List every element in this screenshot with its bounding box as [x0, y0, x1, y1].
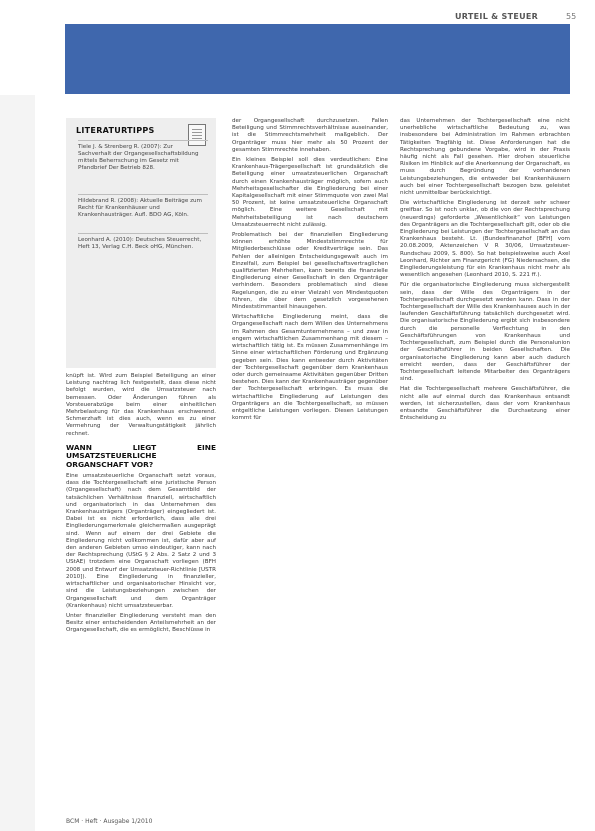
page-footer: BCM · Heft · Ausgabe 1/2010	[66, 818, 153, 825]
page-number: 55	[566, 12, 577, 21]
paragraph: Wirtschaftliche Eingliederung meint, dass die Organgesellschaft nach dem Willen des Unternehmens im Rahmen des Gesamtunternehmens – und zwar in engem wirtschaftlichen Zusammenhang mit diesem – wirtschaftlich tätig ist. Es müssen Zusammenhänge im Sinne einer wirtschaftlichen Förderung und Ergänzung gegeben sein. Dies kann entweder durch Aktivitäten der Tochtergesellschaft gegenüber dem Krankenhaus oder durch gemeinsame Aktivitäten gegenüber Dritten bestehen. Dies kann der Krankenhausträger gegenüber der Tochtergesellschaft erbringen. Es muss die wirtschaftliche Eingliederung auf Leistungen des Organträgers an die Tochtergesellschaft, so müssen entgeltliche Leistungen vorliegen. Diesen Leistungen kommt für	[232, 314, 388, 422]
paragraph: Für die organisatorische Eingliederung muss sichergestellt sein, dass der Wille des Organträgers in der Tochtergesellschaft durchgesetzt werden kann. Dass in der Tochtergesellschaft der Wille des Krankenhauses auch in der laufenden Geschäftsführung tatsächlich durchgesetzt wird. Die organisatorische Eingliederung ergibt sich insbesondere durch die personelle Verflechtung in den Geschäftsführungen von Krankenhaus und Tochtergesellschaft, zum Beispiel durch die Personalunion der Geschäftsführer in beiden Gesellschaften. Die organisatorische Eingliederung kann aber auch dadurch erreicht werden, dass der Geschäftsführer der Tochtergesellschaft leitende Mitarbeiter des Organträgers sind.	[400, 282, 570, 383]
paragraph: Ein kleines Beispiel soll dies verdeutlichen: Eine Krankenhaus-Trägergesellschaft ist grundsätzlich die Beteiligung einer umsatzsteuerlichen Organschaft durch einen Krankenhausträger möglich, sofern auch Mehrheitsgesellschafter die Eingliederung bei einer Kapitalgesellschaft mit einer Stimmquote von zwei Mal 50 Prozent, ist keine umsatzsteuerliche Organschaft möglich. Eine weitere Gesellschaft mit Mehrheitsbeteiligung ist nach deutschem Umsatzsteuerrecht nicht zulässig.	[232, 157, 388, 228]
paragraph: knüpft ist. Wird zum Beispiel Beteiligung an einer Leistung nachtrag lich festgestellt, dass diese nicht befolgt wurden, wird die Umsatzsteuer nach bemessen. Oder Änderungen führen als Vorsteuerabzüge beim einer einheitlichen Mehrbelastung für das Krankenhaus erschwerend. Schmerzhaft ist dies auch, wenn es zu einer Vermehrung der Verwaltungstätigkeit jährlich rechnet.	[66, 373, 216, 437]
page-left-margin-strip	[0, 0, 35, 831]
header-color-band	[65, 24, 570, 94]
literature-item: Tiele J. & Strenberg R. (2007): Zur Sachverhalt der Organgesellschaftsbildung mittels Beherrschung im Gesetz mit Pfandbrief Der Betrieb 828.	[78, 144, 199, 171]
paragraph: der Organgesellschaft durchzusetzen. Fallen Beteiligung und Stimmrechtsverhältnisse auseinander, ist die Stimmrechtsmehrheit maßgeblich. Der Organträger muss hier mehr als 50 Prozent der gesamten Stimmrechte innehaben.	[232, 118, 388, 153]
box-separator	[78, 194, 208, 195]
paragraph: Die wirtschaftliche Eingliederung ist derzeit sehr schwer greifbar. So ist noch unklar, ob die von der Rechtsprechung (neuerdings) geforderte „Wesentlichkeit“ von Leistungen des Organträgers an die Tochtergesellschaft gilt, oder ob die Eingliederung bei Leistungen der Tochtergesellschaft an das Krankenhaus besteht. Lt. (Bundesfinanzhof [BFH] vom 20.08.2009, Aktenzeichen V R 30/06, Umsatzsteuer-Rundschau 2009, S. 800). So hat beispielsweise auch Axel Leonhard, Richter am Finanzgericht (FG) Niedersachsen, die Eingliederungsleistung für ein Krankenhaus nicht mehr als wesentlich angesehen (Leonhard 2010, S. 221 ff.).	[400, 200, 570, 279]
book-icon	[188, 124, 206, 146]
paragraph: Hat die Tochtergesellschaft mehrere Geschäftsführer, die nicht alle auf einmal durch das Krankenhaus entsandt werden, ist sicherzustellen, dass der vom Krankenhaus entsandte Geschäftsführer die Durchsetzung einer Entscheidung zu	[400, 386, 570, 422]
paragraph: das Unternehmen der Tochtergesellschaft eine nicht unerhebliche wirtschaftliche Bedeutung zu, was insbesondere bei Administration im Rahmen erbrachten Tätigkeiten Tragfähig ist. Diese Anforderungen hat die Rechtsprechung gebundene Vorgabe, wird in der Praxis häufig nicht als Fall gesehen. Hier drohen steuerliche Risiken im Hinblick auf die Anerkennung der Organschaft, es muss durch Begründung der vorhandenen Leistungsbeziehungen, die entweder bei Krankenhäusern auch bei einer Tochtergesellschaft bezogen bzw. geleistet nicht unmittelbar berücksichtigt.	[400, 118, 570, 197]
paragraph: Eine umsatzsteuerliche Organschaft setzt voraus, dass die Tochtergesellschaft eine juristische Person (Organgesellschaft) nach dem Gesamtbild der tatsächlichen Verhältnisse finanziell, wirtschaftlich und organisatorisch in das Unternehmen des Krankenhausträgers (Organträger) eingegliedert ist. Dabei ist es nicht erforderlich, dass alle drei Eingliederungsmerkmale gleichermaßen ausgeprägt sind. Wenn auf einem der drei Gebiete die Eingliederung nicht vollkommen ist, dafür aber auf den anderen Gebieten umso eindeutiger, kann nach der Rechtsprechung (UStG § 2 Abs. 2 Satz 2 und 3 UStAE) trotzdem eine Organschaft vorliegen (BFH 2008 und Entwurf der Umsatzsteuer-Richtlinie [USTR 2010]). Eine Eingliederung in finanzieller, wirtschaftlicher und organisatorischer Hinsicht vor, sind die Leistungsbeziehungen zwischen der Organgesellschaft und dem Organträger (Krankenhaus) nicht umsatzsteuerbar.	[66, 473, 216, 609]
section-heading: WANN LIEGT EINE UMSATZSTEUERLICHE ORGANSCHAFT VOR?	[66, 442, 216, 469]
literature-item: Hildebrand R. (2008): Aktuelle Beiträge zum Recht für Krankenhäuser und Krankenhausträger. Aufl. BDO AG, Köln.	[78, 198, 202, 218]
text-column-3	[400, 118, 570, 813]
literature-item: Leonhard A. (2010): Deutsches Steuerrecht, Heft 13, Verlag C.H. Beck oHG, München.	[78, 237, 202, 250]
text-column-2	[232, 118, 388, 813]
literature-tips-title: LITERATURTIPPS	[76, 126, 155, 135]
box-separator	[78, 140, 208, 141]
paragraph: Unter finanzieller Eingliederung versteht man den Besitz einer entscheidenden Anteilsmehrheit an der Organgesellschaft, die es ermöglicht, Beschlüsse in	[66, 612, 216, 634]
section-header: URTEIL & STEUER	[455, 12, 539, 21]
literature-tips-box	[66, 118, 216, 368]
text-column-1	[66, 373, 216, 813]
paragraph: Problematisch bei der finanziellen Eingliederung können erhöhte Mindeststimmrechte für Mitgliederbeschlüsse oder Kreditverträge sein. Das Fehlen der alleinigen Entscheidungsgewalt auch im Einzelfall, zum Beispiel bei gesellschaftsvertraglichen qualifizierten Mehrheiten, kann bereits die finanzielle Eingliederung einer Gesellschaft in den Organträger verhindern. Besonders problematisch sind diese Regelungen, die zu einer Vielzahl von Mindestquoten führen, die über dem gesetzlich vorgesehenen Mindeststimmanteil hinausgehen.	[232, 232, 388, 311]
box-separator	[78, 233, 208, 234]
